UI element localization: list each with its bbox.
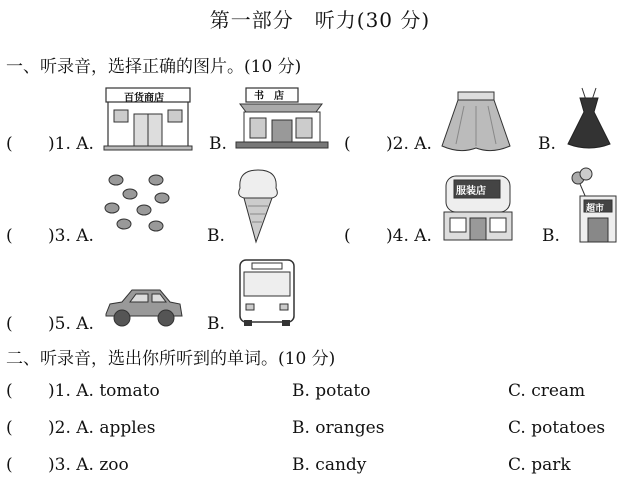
section-2-heading: 二、听录音，选出你所听到的单词。(10 分) bbox=[6, 349, 336, 369]
option-a: )3. A. zoo bbox=[48, 455, 129, 475]
option-a: )1. A. tomato bbox=[48, 381, 160, 401]
option-b: B. potato bbox=[292, 381, 371, 401]
option-b-label: B. bbox=[538, 134, 556, 154]
candies-icon[interactable] bbox=[100, 170, 176, 238]
option-b-label: B. bbox=[207, 226, 225, 246]
bookstore-sign: 书 店 bbox=[254, 91, 284, 102]
skirt-icon[interactable] bbox=[440, 92, 512, 154]
question-4-label: )4. A. bbox=[386, 226, 432, 246]
option-b-label: B. bbox=[542, 226, 560, 246]
answer-paren[interactable]: ( bbox=[344, 226, 351, 246]
supermarket-sign: 超市 bbox=[586, 204, 605, 214]
answer-paren[interactable]: ( bbox=[6, 226, 13, 246]
question-3-label: )3. A. bbox=[48, 226, 94, 246]
ice-cream-cone-icon[interactable] bbox=[234, 166, 282, 244]
question-1-label: )1. A. bbox=[48, 134, 94, 154]
answer-paren[interactable]: ( bbox=[6, 134, 13, 154]
option-c: C. park bbox=[508, 455, 571, 475]
page-title: 第一部分 听力(30 分) bbox=[209, 8, 431, 32]
dress-icon[interactable] bbox=[564, 86, 614, 150]
option-c: C. cream bbox=[508, 381, 586, 401]
answer-paren[interactable]: ( bbox=[6, 418, 13, 438]
question-5-label: )5. A. bbox=[48, 314, 94, 334]
section-1-heading: 一、听录音，选择正确的图片。(10 分) bbox=[6, 57, 302, 77]
car-icon[interactable] bbox=[102, 284, 184, 330]
answer-paren[interactable]: ( bbox=[6, 455, 13, 475]
department-store-sign: 百货商店 bbox=[124, 93, 164, 104]
option-b-label: B. bbox=[209, 134, 227, 154]
clothing-store-sign: 服装店 bbox=[456, 186, 486, 197]
bus-icon[interactable] bbox=[236, 258, 298, 328]
answer-paren[interactable]: ( bbox=[6, 381, 13, 401]
answer-paren[interactable]: ( bbox=[344, 134, 351, 154]
option-a: )2. A. apples bbox=[48, 418, 156, 438]
option-b-label: B. bbox=[207, 314, 225, 334]
option-b: B. oranges bbox=[292, 418, 385, 438]
option-c: C. potatoes bbox=[508, 418, 606, 438]
question-2-label: )2. A. bbox=[386, 134, 432, 154]
option-b: B. candy bbox=[292, 455, 367, 475]
answer-paren[interactable]: ( bbox=[6, 314, 13, 334]
